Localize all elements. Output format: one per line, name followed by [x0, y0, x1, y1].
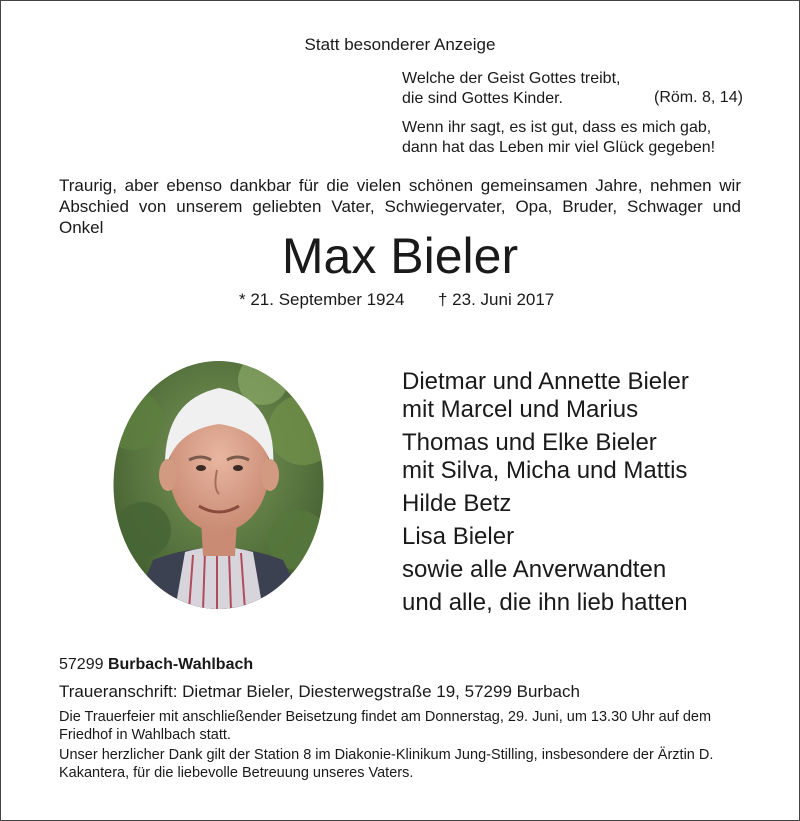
family-list — [402, 368, 689, 617]
deceased-name: Max Bieler — [281, 228, 519, 284]
birth-date: * 21. September 1924 — [239, 290, 405, 309]
family-group — [402, 429, 689, 485]
bible-verse-line: die sind Gottes Kinder. — [402, 90, 563, 107]
funeral-info: Die Trauerfeier mit anschließender Beisetzung findet am Donnerstag, 29. Juni, um 13.30 Uhr auf dem Friedhof in Wahlbach statt. — [59, 709, 712, 743]
mourning-address: Traueranschrift: Dietmar Bieler, Diesterwegstraße 19, 57299 Burbach — [59, 682, 580, 701]
place-name: Burbach-Wahlbach — [107, 656, 254, 673]
bible-reference: (Röm. 8, 14) — [654, 89, 743, 106]
postcode: 57299 — [59, 656, 104, 673]
poem-line: dann hat das Leben mir viel Glück gegeben! — [402, 139, 716, 156]
family-member: Hilde Betz — [402, 490, 512, 517]
family-member: mit Silva, Micha und Mattis — [402, 457, 688, 484]
family-member: sowie alle Anverwandten — [402, 556, 667, 583]
poem-verse — [402, 118, 715, 158]
header-text: Statt besonderer Anzeige — [304, 35, 496, 54]
poem-line: Wenn ihr sagt, es ist gut, dass es mich gab, — [402, 119, 712, 136]
family-group — [402, 368, 689, 424]
family-member: mit Marcel und Marius — [402, 396, 639, 423]
bible-verse — [402, 69, 620, 109]
thanks-note: Unser herzlicher Dank gilt der Station 8 im Diakonie-Klinikum Jung-Stilling, insbesondere der Ärztin D. Kakantera, für die liebevolle Betreuung unseres Vaters. — [59, 747, 714, 781]
intro-line: Traurig, aber ebenso dankbar für die vielen schönen gemeinsamen Jahre, nehmen wir — [59, 176, 741, 195]
family-member: und alle, die ihn lieb hatten — [402, 589, 688, 616]
place-line — [59, 656, 253, 674]
death-date: † 23. Juni 2017 — [438, 290, 555, 309]
intro-line: Abschied von unserem geliebten Vater, Schwiegervater, Opa, Bruder, Schwager und Onkel — [59, 197, 741, 237]
bible-verse-line: Welche der Geist Gottes treibt, — [402, 70, 621, 87]
family-member: Thomas und Elke Bieler — [402, 429, 657, 456]
portrait-photo — [113, 360, 324, 610]
family-member: Dietmar und Annette Bieler — [402, 368, 689, 395]
family-member: Lisa Bieler — [402, 523, 515, 550]
